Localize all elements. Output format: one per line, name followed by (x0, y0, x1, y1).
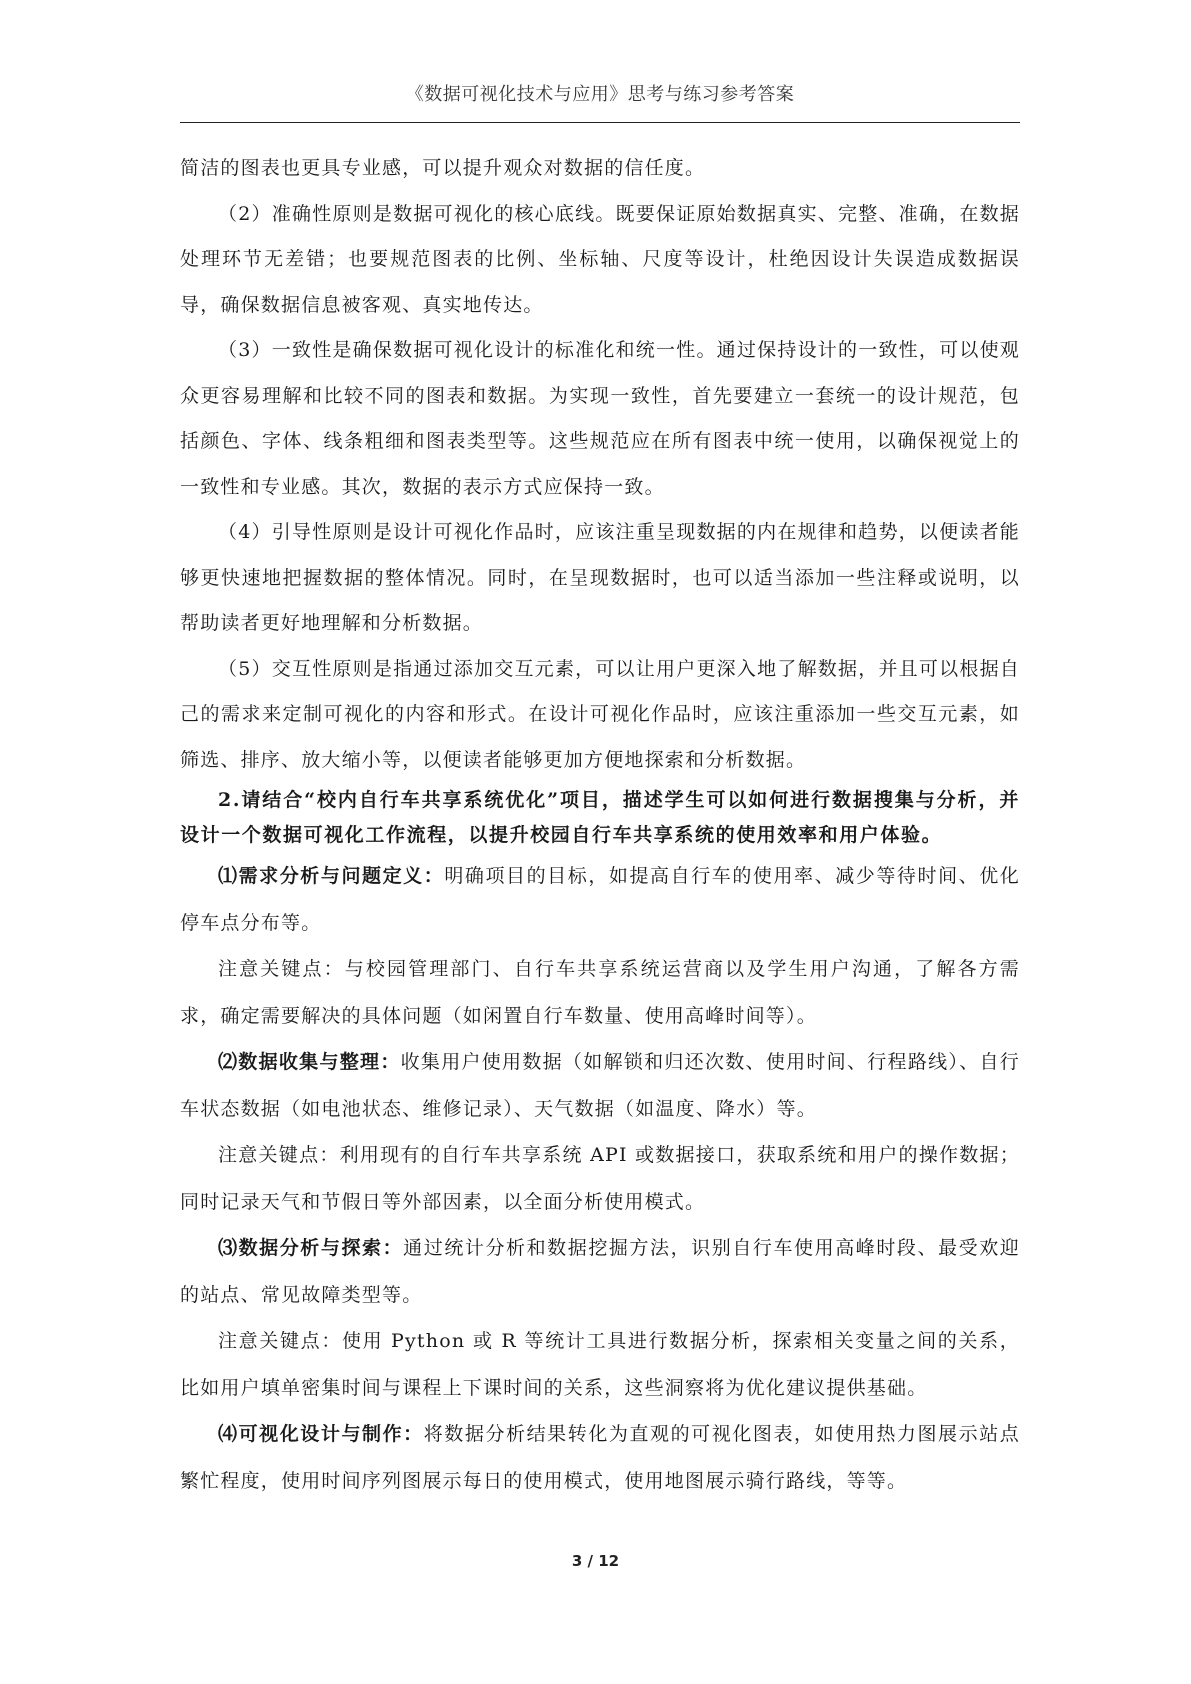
paragraph-continuation: 简洁的图表也更具专业感，可以提升观众对数据的信任度。 (180, 157, 706, 179)
paragraph-interactivity-principle: （5）交互性原则是指通过添加交互元素，可以让用户更深入地了解数据，并且可以根据自己的需求来定制可视化的内容和形式。在设计可视化作品时，应该注重添加一些交互元素，如筛选、排序、放大缩小等，以便读者能够更加方便地探索和分析数据。 (180, 657, 1020, 771)
step-3-note: 注意关键点：使用 Python 或 R 等统计工具进行数据分析，探索相关变量之间的关系，比如用户填单密集时间与课程上下课时间的关系，这些洞察将为优化建议提供基础。 (180, 1330, 1020, 1399)
step-1 (180, 853, 1020, 946)
step-4-label: ⑷可视化设计与制作： (218, 1423, 424, 1445)
page-body (180, 146, 1020, 1504)
header-divider (180, 122, 1020, 123)
running-header: 《数据可视化技术与应用》思考与练习参考答案 (405, 84, 795, 105)
step-1-text: 明确项目的目标，如提高自行车的使用率、减少等待时间、优化停车点分布等。 (180, 865, 1020, 934)
step-2-label: ⑵数据收集与整理： (218, 1051, 401, 1073)
question-heading: 2.请结合“校内自行车共享系统优化”项目，描述学生可以如何进行数据搜集与分析，并设计一个数据可视化工作流程，以提升校园自行车共享系统的使用效率和用户体验。 (180, 789, 1020, 846)
step-3-label: ⑶数据分析与探索： (218, 1237, 404, 1259)
step-1-note: 注意关键点：与校园管理部门、自行车共享系统运营商以及学生用户沟通，了解各方需求，确定需要解决的具体问题（如闲置自行车数量、使用高峰时间等）。 (180, 958, 1020, 1027)
step-2 (180, 1039, 1020, 1132)
page-number: 3 / 12 (571, 1552, 620, 1570)
step-3 (180, 1225, 1020, 1318)
step-2-note: 注意关键点：利用现有的自行车共享系统 API 或数据接口，获取系统和用户的操作数据；同时记录天气和节假日等外部因素，以全面分析使用模式。 (180, 1144, 1020, 1213)
step-4 (180, 1411, 1020, 1504)
step-4-text: 将数据分析结果转化为直观的可视化图表，如使用热力图展示站点繁忙程度，使用时间序列图展示每日的使用模式，使用地图展示骑行路线，等等。 (180, 1423, 1020, 1492)
step-3-text: 通过统计分析和数据挖掘方法，识别自行车使用高峰时段、最受欢迎的站点、常见故障类型等。 (180, 1237, 1020, 1306)
paragraph-consistency-principle: （3）一致性是确保数据可视化设计的标准化和统一性。通过保持设计的一致性，可以使观众更容易理解和比较不同的图表和数据。为实现一致性，首先要建立一套统一的设计规范，包括颜色、字体、线条粗细和图表类型等。这些规范应在所有图表中统一使用，以确保视觉上的一致性和专业感。其次，数据的表示方式应保持一致。 (180, 339, 1020, 498)
step-1-label: ⑴需求分析与问题定义： (218, 865, 445, 887)
step-2-text: 收集用户使用数据（如解锁和归还次数、使用时间、行程路线）、自行车状态数据（如电池状态、维修记录）、天气数据（如温度、降水）等。 (180, 1051, 1020, 1120)
paragraph-guidance-principle: （4）引导性原则是设计可视化作品时，应该注重呈现数据的内在规律和趋势，以便读者能够更快速地把握数据的整体情况。同时，在呈现数据时，也可以适当添加一些注释或说明，以帮助读者更好地理解和分析数据。 (180, 521, 1020, 634)
paragraph-accuracy-principle: （2）准确性原则是数据可视化的核心底线。既要保证原始数据真实、完整、准确，在数据处理环节无差错；也要规范图表的比例、坐标轴、尺度等设计，杜绝因设计失误造成数据误导，确保数据信息被客观、真实地传达。 (180, 202, 1020, 316)
